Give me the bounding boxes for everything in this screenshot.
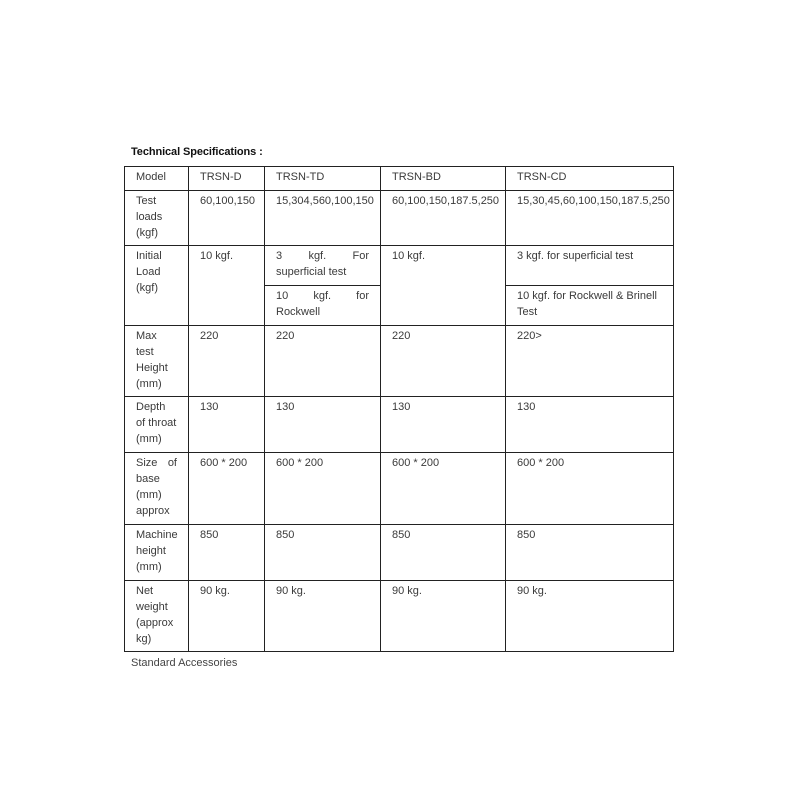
row-label-max-test-height: Max test Height (mm) (125, 326, 189, 397)
table-header-row (125, 167, 674, 191)
section-title: Technical Specifications : (131, 146, 263, 158)
table-cell: 600 * 200 (381, 453, 506, 525)
model-header-trsn-d: TRSN-D (189, 167, 265, 191)
table-cell: 60,100,150 (189, 191, 265, 246)
table-row-net-weight (125, 581, 674, 652)
model-header-trsn-cd: TRSN-CD (506, 167, 674, 191)
model-header-trsn-bd: TRSN-BD (381, 167, 506, 191)
table-cell: 130 (189, 397, 265, 453)
row-label-initial-load: Initial Load (kgf) (125, 246, 189, 326)
table-cell: 220 (381, 326, 506, 397)
table-cell: 90 kg. (189, 581, 265, 652)
table-row-size-of-base (125, 453, 674, 525)
table-cell: 850 (265, 525, 381, 581)
table-cell: 220> (506, 326, 674, 397)
table-cell: 15,304,560,100,150 (265, 191, 381, 246)
table-cell: 10 kgf. for Rockwell (265, 286, 381, 326)
table-row-test-loads (125, 191, 674, 246)
row-label-test-loads: Test loads (kgf) (125, 191, 189, 246)
row-label-size-of-base: Size of base (mm) approx (125, 453, 189, 525)
table-row-max-test-height (125, 326, 674, 397)
specifications-table (124, 166, 674, 652)
row-label-model: Model (125, 167, 189, 191)
table-cell: 850 (506, 525, 674, 581)
table-cell: 90 kg. (265, 581, 381, 652)
table-cell: 10 kgf. (381, 246, 506, 326)
table-cell: 220 (189, 326, 265, 397)
cropped-next-heading (131, 652, 241, 669)
table-cell: 850 (189, 525, 265, 581)
table-cell: 15,30,45,60,100,150,187.5,250 (506, 191, 674, 246)
table-cell: 10 kgf. for Rockwell & Brinell Test (506, 286, 674, 326)
table-cell: 130 (381, 397, 506, 453)
table-cell: 850 (381, 525, 506, 581)
model-header-trsn-td: TRSN-TD (265, 167, 381, 191)
table-cell: 3 kgf. for superficial test (506, 246, 674, 286)
table-cell: 90 kg. (506, 581, 674, 652)
table-cell: 220 (265, 326, 381, 397)
table-cell: 130 (506, 397, 674, 453)
table-row-depth-of-throat (125, 397, 674, 453)
table-cell: 90 kg. (381, 581, 506, 652)
table-cell: 600 * 200 (506, 453, 674, 525)
table-cell: 130 (265, 397, 381, 453)
table-cell: 60,100,150,187.5,250 (381, 191, 506, 246)
table-row-machine-height (125, 525, 674, 581)
table-cell: 3 kgf. For superficial test (265, 246, 381, 286)
table-row-initial-load (125, 246, 674, 286)
row-label-machine-height: Machine height (mm) (125, 525, 189, 581)
table-cell: 600 * 200 (189, 453, 265, 525)
row-label-net-weight: Net weight (approx kg) (125, 581, 189, 652)
cropped-next-heading-text: Standard Accessories (131, 657, 238, 669)
row-label-depth-of-throat: Depth of throat (mm) (125, 397, 189, 453)
table-cell: 600 * 200 (265, 453, 381, 525)
table-cell: 10 kgf. (189, 246, 265, 326)
